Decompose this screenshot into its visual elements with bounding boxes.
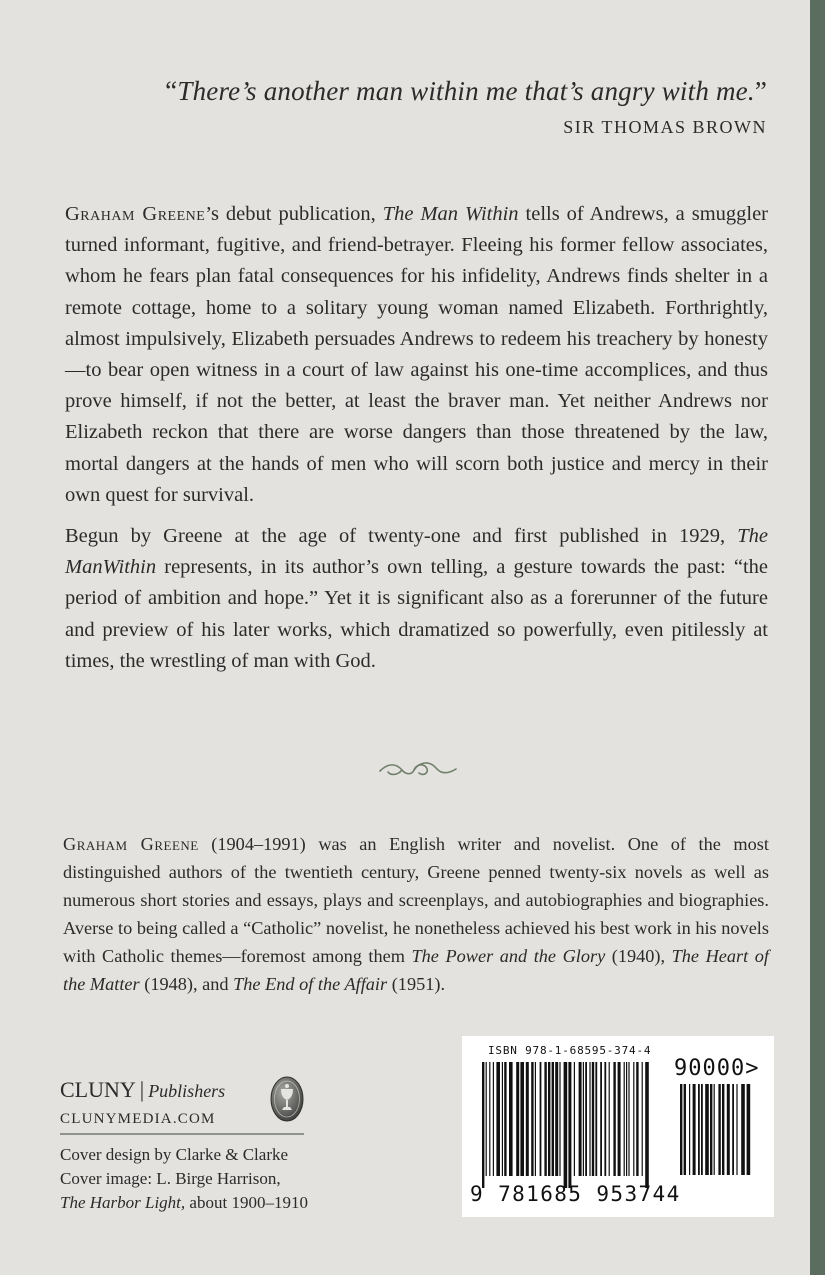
divider-rule: [60, 1133, 304, 1135]
barcode-bar: [555, 1062, 558, 1176]
publisher-label: Publishers: [148, 1081, 226, 1101]
spine-edge: [810, 0, 825, 1275]
barcode-bar: [718, 1084, 720, 1175]
barcode-bar: [680, 1084, 682, 1175]
barcode-bar: [574, 1062, 575, 1176]
barcode-bar: [489, 1062, 490, 1176]
work-title: The Heart of the Matter: [63, 946, 769, 994]
publisher-block: [60, 1075, 305, 1132]
image-date: about 1900–1910: [185, 1193, 308, 1212]
image-credit-title-line: [60, 1191, 308, 1215]
barcode-bar: [516, 1062, 519, 1176]
barcode-bar: [544, 1062, 546, 1176]
cover-credits: [60, 1143, 308, 1215]
epigraph-quote: [60, 72, 767, 110]
epigraph-attribution: SIR THOMAS BROWN: [563, 117, 767, 137]
barcode-bar: [618, 1062, 621, 1176]
barcode-bar: [604, 1062, 606, 1176]
flourish-ornament-icon: [378, 758, 458, 782]
chalice-emblem-icon: [270, 1076, 304, 1122]
barcode-bar: [579, 1062, 582, 1176]
barcode-bar: [741, 1084, 745, 1175]
author-name: Graham Greene: [65, 203, 206, 225]
book-title: The ManWithin: [65, 525, 768, 579]
design-credit: Cover design by Clarke & Clarke: [60, 1145, 289, 1164]
barcode-bar: [552, 1062, 554, 1176]
barcode-bar: [693, 1084, 696, 1175]
book-description: [65, 199, 768, 687]
barcode-bar: [645, 1062, 649, 1188]
epigraph-text: There’s another man within me that’s angry with me.: [177, 76, 755, 106]
close-quote-mark: ”: [754, 76, 767, 106]
barcode-bar: [548, 1062, 550, 1176]
barcode-bar: [526, 1062, 529, 1176]
barcode-bar: [559, 1062, 560, 1176]
barcode-bar: [583, 1062, 584, 1176]
barcode-bar: [633, 1062, 634, 1176]
barcode-bar: [727, 1084, 730, 1175]
barcode-bar: [504, 1062, 506, 1176]
work-title: The Power and the Glory: [411, 946, 606, 966]
barcode-bar: [636, 1062, 638, 1176]
ean-barcode: [482, 1062, 652, 1188]
barcode-bar: [722, 1084, 724, 1175]
barcode-bar: [698, 1084, 700, 1175]
isbn-label: ISBN 978-1-68595-374-4: [488, 1044, 652, 1057]
barcode-bar: [609, 1062, 610, 1176]
description-paragraph-1: Graham Greene’s debut publication, The Man Within tells of Andrews, a smuggler turned informant, fugitive, and friend-betrayer. Fleeing his former fellow associates, whom he fears plan fatal consequences for his infidelity, Andrews finds shelter in a remote cottage, home to a solitary young woman named Elizabeth. Forthrightly, almost impulsively, Elizabeth persuades Andrews to redeem his treachery by honesty—to bear open witness in a court of law against his one-time accomplices, and thus prove himself, if not the better, at least the braver man. Yet neither Andrews nor Elizabeth reckon that there are worse dangers than those threatened by the law, mortal dangers at the hands of men who will scorn both justice and mercy in their own quest for survival.: [65, 203, 769, 506]
barcode-bar: [628, 1062, 629, 1176]
barcode-bar: [520, 1062, 524, 1176]
barcode-bar: [592, 1062, 594, 1176]
image-title: The Harbor Light,: [60, 1193, 186, 1212]
barcode-bar: [531, 1062, 533, 1176]
barcode-bar: [684, 1084, 686, 1175]
barcode-bar: [705, 1084, 709, 1175]
barcode-bar: [509, 1062, 513, 1176]
barcode-bar: [642, 1062, 643, 1176]
price-code: 90000>: [674, 1056, 760, 1081]
barcode-bar: [493, 1062, 494, 1176]
barcode-bar: [689, 1084, 690, 1175]
addon-barcode: [680, 1084, 752, 1187]
description-paragraph-2: Begun by Greene at the age of twenty-one and first published in 1929, The ManWithin represents, in its author’s own telling, a gesture towards the past: “the period of ambition and hope.” Yet it is significant also as a forerunner of the future and preview of his later works, which dramatized so powerfully, even pitilessly at times, the wrestling of man with God.: [65, 525, 768, 672]
barcode-bar: [732, 1084, 734, 1175]
barcode-bar: [486, 1062, 487, 1176]
work-title: The End of the Affair: [233, 974, 388, 994]
barcode-bar: [600, 1062, 602, 1176]
barcode-bar: [613, 1062, 615, 1176]
open-quote-mark: “: [165, 76, 178, 106]
barcode-bar: [568, 1062, 571, 1188]
barcode-bar: [624, 1062, 625, 1176]
book-title: The Man Within: [382, 203, 519, 225]
barcode-panel: [462, 1036, 774, 1217]
publisher-url: CLUNYMEDIA.COM: [60, 1111, 216, 1127]
publisher-divider: |: [139, 1077, 145, 1102]
epigraph: [60, 72, 767, 142]
barcode-bar: [540, 1062, 542, 1176]
barcode-bar: [714, 1084, 715, 1175]
barcode-bar: [736, 1084, 737, 1175]
barcode-bar: [535, 1062, 536, 1176]
barcode-bar: [626, 1062, 627, 1176]
barcode-bar: [589, 1062, 590, 1176]
barcode-bar: [496, 1062, 500, 1176]
barcode-bar: [502, 1062, 503, 1176]
publisher-name-line: [60, 1075, 305, 1106]
image-credit: Cover image: L. Birge Harrison,: [60, 1169, 281, 1188]
barcode-bar: [585, 1062, 587, 1176]
ean-digits: 9 781685 953744: [470, 1182, 681, 1206]
publisher-name: CLUNY: [60, 1077, 136, 1102]
barcode-bar: [564, 1062, 568, 1188]
author-biography: Graham Greene (1904–1991) was an English writer and novelist. One of the most distinguished authors of the twentieth century, Greene penned twenty-six novels as well as numerous short stories and essays, plays and screenplays, and autobiographies and biographies. Averse to being called a “Catholic” novelist, he nonetheless achieved his best work in his novels with Catholic themes—foremost among them The Power and the Glory (1940), The Heart of the Matter (1948), and The End of the Affair (1951).: [63, 834, 769, 994]
barcode-bar: [701, 1084, 703, 1175]
bio-author-name: Graham Greene: [63, 834, 199, 854]
barcode-bar: [482, 1062, 484, 1188]
barcode-bar: [747, 1084, 751, 1175]
barcode-bar: [595, 1062, 597, 1176]
barcode-bar: [710, 1084, 712, 1175]
